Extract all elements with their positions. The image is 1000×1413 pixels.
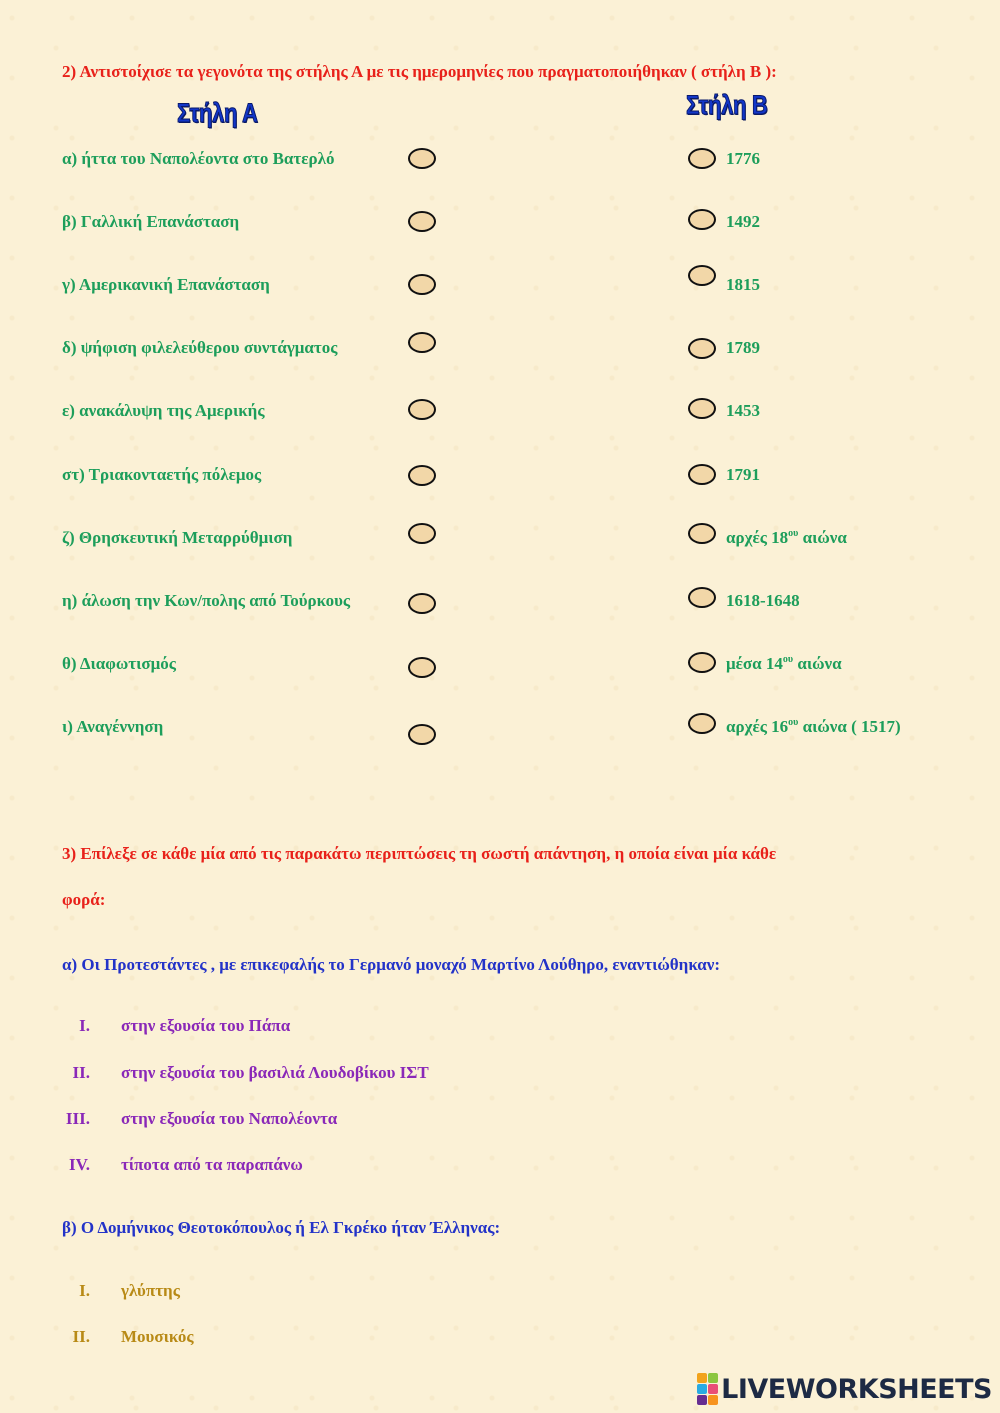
match-circle-b[interactable] [688, 265, 716, 286]
match-circle-b[interactable] [688, 338, 716, 359]
column-b-item: 1492 [726, 212, 760, 231]
option-number: III. [65, 1109, 90, 1128]
column-a-item: β) Γαλλική Επανάσταση [62, 212, 240, 231]
option-number: II. [72, 1063, 90, 1082]
column-a-header: Στήλη Α [177, 98, 258, 128]
match-circle-a[interactable] [408, 523, 436, 544]
question-2-title: 2) Αντιστοίχισε τα γεγονότα της στήλης Α με τις ημερομηνίες που πραγματοποιήθηκαν ( στήλη Β ): [62, 62, 777, 81]
option-number: II. [72, 1327, 90, 1346]
column-b-item: 1618-1648 [726, 591, 800, 610]
answer-option[interactable]: γλύπτης [121, 1281, 180, 1300]
match-circle-b[interactable] [688, 398, 716, 419]
option-number: I. [79, 1016, 90, 1035]
match-circle-a[interactable] [408, 148, 436, 169]
column-b-item: αρχές $18^{o\upsilon}$ αιώνα [726, 528, 847, 547]
column-a-item: ζ) Θρησκευτική Μεταρρύθμιση [62, 528, 293, 547]
match-circle-b[interactable] [688, 652, 716, 673]
match-circle-b[interactable] [688, 713, 716, 734]
match-circle-a[interactable] [408, 593, 436, 614]
column-a-item: δ) ψήφιση φιλελεύθερου συντάγματος [62, 338, 338, 357]
match-circle-b[interactable] [688, 209, 716, 230]
answer-option[interactable]: στην εξουσία του βασιλιά Λουδοβίκου ΙΣΤ [121, 1063, 429, 1082]
column-b-item: 1776 [726, 149, 760, 168]
question-3b-text: β) Ο Δομήνικος Θεοτοκόπουλος ή Ελ Γκρέκο ήταν Έλληνας: [62, 1218, 501, 1237]
liveworksheets-logo-mark-icon [697, 1373, 718, 1405]
match-circle-a[interactable] [408, 465, 436, 486]
column-b-item: 1789 [726, 338, 760, 357]
answer-option[interactable]: στην εξουσία του Πάπα [121, 1016, 291, 1035]
column-b-item: 1791 [726, 465, 760, 484]
match-circle-a[interactable] [408, 657, 436, 678]
column-b-item: 1815 [726, 275, 760, 294]
column-a-item: η) άλωση την Κων/πολης από Τούρκους [62, 591, 351, 610]
column-b-item: αρχές $16^{o\upsilon}$ αιώνα ( 1517) [726, 717, 901, 736]
match-circle-a[interactable] [408, 211, 436, 232]
column-a-item: α) ήττα του Ναπολέοντα στο Βατερλό [62, 149, 335, 168]
match-circle-b[interactable] [688, 587, 716, 608]
question-3a-text: α) Οι Προτεστάντες , με επικεφαλής το Γερμανό μοναχό Μαρτίνο Λούθηρο, εναντιώθηκαν: [62, 955, 721, 974]
question-3-title: 3) Επίλεξε σε κάθε μία από τις παρακάτω περιπτώσεις τη σωστή απάντηση, η οποία είναι μία κάθε [62, 844, 777, 863]
option-number: IV. [69, 1155, 90, 1174]
answer-option[interactable]: Μουσικός [121, 1327, 194, 1346]
match-circle-a[interactable] [408, 724, 436, 745]
column-a-item: ε) ανακάλυψη της Αμερικής [62, 401, 265, 420]
column-a-item: θ) Διαφωτισμός [62, 654, 176, 673]
match-circle-b[interactable] [688, 464, 716, 485]
match-circle-a[interactable] [408, 332, 436, 353]
column-b-header: Στήλη Β [686, 90, 768, 120]
liveworksheets-logo-text: LIVEWORKSHEETS [721, 1373, 992, 1405]
answer-option[interactable]: τίποτα από τα παραπάνω [121, 1155, 303, 1174]
match-circle-b[interactable] [688, 523, 716, 544]
option-number: I. [79, 1281, 90, 1300]
column-b-item: μέσα $14^{o\upsilon}$ αιώνα [726, 654, 842, 673]
match-circle-a[interactable] [408, 399, 436, 420]
question-3-title-continued: φορά: [62, 890, 106, 909]
column-a-item: ι) Αναγέννηση [62, 717, 164, 736]
match-circle-b[interactable] [688, 148, 716, 169]
liveworksheets-logo [697, 1373, 992, 1405]
answer-option[interactable]: στην εξουσία του Ναπολέοντα [121, 1109, 338, 1128]
column-a-item: στ) Τριακονταετής πόλεμος [62, 465, 262, 484]
column-b-item: 1453 [726, 401, 760, 420]
match-circle-a[interactable] [408, 274, 436, 295]
column-a-item: γ) Αμερικανική Επανάσταση [62, 275, 270, 294]
